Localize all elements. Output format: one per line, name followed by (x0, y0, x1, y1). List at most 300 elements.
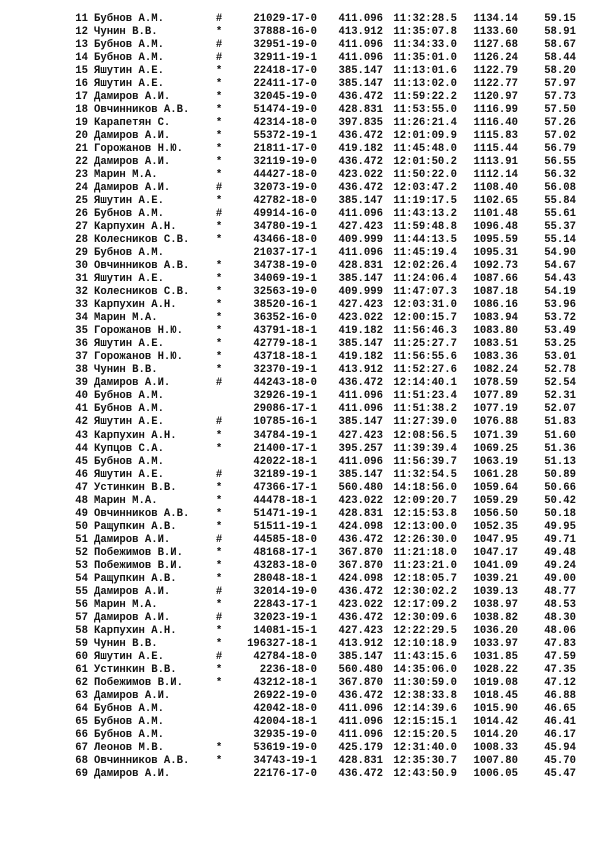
distance: 436.472 (338, 533, 383, 546)
distance: 385.147 (338, 468, 383, 481)
mark-symbol: * (215, 442, 223, 455)
speed: 1113.91 (473, 156, 518, 169)
points: 58.20 (544, 65, 576, 78)
fancier-name: Купцов С.А. (94, 442, 164, 455)
table-row (0, 664, 600, 677)
row-number: 51 (75, 533, 88, 546)
distance: 436.472 (338, 130, 383, 143)
row-number: 27 (75, 221, 88, 234)
points: 51.13 (544, 455, 576, 468)
mark-symbol: * (215, 312, 223, 325)
distance: 367.870 (338, 559, 383, 572)
ring-number: 22176-17-0 (253, 767, 317, 780)
points: 47.59 (544, 650, 576, 663)
mark-symbol: # (215, 533, 223, 546)
table-row (0, 638, 600, 651)
arrival-time: 14:18:56.0 (393, 481, 457, 494)
ring-number: 51471-19-1 (253, 507, 317, 520)
table-row (0, 78, 600, 91)
table-row (0, 768, 600, 781)
table-row (0, 377, 600, 390)
fancier-name: Яшутин А.Е. (94, 416, 164, 429)
speed: 1059.29 (473, 494, 518, 507)
points: 57.50 (544, 104, 576, 117)
fancier-name: Карпухин А.Н. (94, 624, 177, 637)
arrival-time: 11:30:59.0 (393, 676, 457, 689)
fancier-name: Дамиров А.И. (94, 91, 171, 104)
points: 48.77 (544, 585, 576, 598)
table-row (0, 534, 600, 547)
mark-symbol: * (215, 195, 223, 208)
points: 50.18 (544, 507, 576, 520)
arrival-time: 11:51:38.2 (393, 403, 457, 416)
distance: 427.423 (338, 221, 383, 234)
ring-number: 36352-16-0 (253, 312, 317, 325)
arrival-time: 11:47:07.3 (393, 286, 457, 299)
ring-number: 44243-18-0 (253, 377, 317, 390)
distance: 419.182 (338, 143, 383, 156)
speed: 1052.35 (473, 520, 518, 533)
table-row (0, 26, 600, 39)
table-row (0, 416, 600, 429)
distance: 423.022 (338, 494, 383, 507)
row-number: 62 (75, 676, 88, 689)
table-row (0, 690, 600, 703)
mark-symbol: # (215, 39, 223, 52)
arrival-time: 12:30:09.6 (393, 611, 457, 624)
arrival-time: 11:44:13.5 (393, 234, 457, 247)
speed: 1015.90 (473, 702, 518, 715)
ring-number: 51474-19-0 (253, 104, 317, 117)
table-row (0, 169, 600, 182)
ring-number: 55372-19-1 (253, 130, 317, 143)
ring-number: 32370-19-1 (253, 364, 317, 377)
points: 57.26 (544, 117, 576, 130)
fancier-name: Бубнов А.М. (94, 208, 164, 221)
table-row (0, 156, 600, 169)
points: 53.25 (544, 338, 576, 351)
table-row (0, 716, 600, 729)
distance: 419.182 (338, 351, 383, 364)
mark-symbol: * (215, 130, 223, 143)
points: 55.61 (544, 208, 576, 221)
points: 47.35 (544, 663, 576, 676)
ring-number: 32563-19-0 (253, 286, 317, 299)
distance: 413.912 (338, 26, 383, 39)
mark-symbol: * (215, 351, 223, 364)
row-number: 20 (75, 130, 88, 143)
speed: 1019.08 (473, 676, 518, 689)
distance: 419.182 (338, 325, 383, 338)
arrival-time: 12:14:39.6 (393, 702, 457, 715)
points: 53.72 (544, 312, 576, 325)
table-row (0, 143, 600, 156)
row-number: 19 (75, 117, 88, 130)
distance: 411.096 (338, 715, 383, 728)
speed: 1047.17 (473, 546, 518, 559)
mark-symbol: * (215, 637, 223, 650)
fancier-name: Карпухин А.Н. (94, 299, 177, 312)
speed: 1014.42 (473, 715, 518, 728)
distance: 436.472 (338, 585, 383, 598)
arrival-time: 12:15:15.1 (393, 715, 457, 728)
fancier-name: Бубнов А.М. (94, 39, 164, 52)
table-row (0, 234, 600, 247)
points: 45.94 (544, 741, 576, 754)
speed: 1120.97 (473, 91, 518, 104)
speed: 1077.19 (473, 403, 518, 416)
table-row (0, 52, 600, 65)
speed: 1101.48 (473, 208, 518, 221)
arrival-time: 12:38:33.8 (393, 689, 457, 702)
mark-symbol: * (215, 364, 223, 377)
row-number: 47 (75, 481, 88, 494)
fancier-name: Яшутин А.Е. (94, 650, 164, 663)
points: 47.83 (544, 637, 576, 650)
row-number: 21 (75, 143, 88, 156)
table-row (0, 390, 600, 403)
ring-number: 32926-19-1 (253, 390, 317, 403)
ring-number: 14081-15-1 (253, 624, 317, 637)
fancier-name: Бубнов А.М. (94, 715, 164, 728)
ring-number: 21811-17-0 (253, 143, 317, 156)
distance: 560.480 (338, 663, 383, 676)
row-number: 53 (75, 559, 88, 572)
fancier-name: Бубнов А.М. (94, 13, 164, 25)
arrival-time: 11:27:39.0 (393, 416, 457, 429)
ring-number: 32951-19-0 (253, 39, 317, 52)
arrival-time: 11:43:15.6 (393, 650, 457, 663)
ring-number: 44585-18-0 (253, 533, 317, 546)
speed: 1082.24 (473, 364, 518, 377)
distance: 423.022 (338, 312, 383, 325)
arrival-time: 11:34:33.0 (393, 39, 457, 52)
speed: 1083.80 (473, 325, 518, 338)
row-number: 41 (75, 403, 88, 416)
table-row (0, 286, 600, 299)
distance: 436.472 (338, 689, 383, 702)
distance: 385.147 (338, 416, 383, 429)
points: 52.31 (544, 390, 576, 403)
fancier-name: Яшутин А.Е. (94, 338, 164, 351)
table-row (0, 299, 600, 312)
row-number: 36 (75, 338, 88, 351)
row-number: 26 (75, 208, 88, 221)
table-row (0, 13, 600, 26)
ring-number: 42782-18-0 (253, 195, 317, 208)
arrival-time: 12:22:29.5 (393, 624, 457, 637)
points: 56.08 (544, 182, 576, 195)
arrival-time: 11:51:23.4 (393, 390, 457, 403)
points: 50.66 (544, 481, 576, 494)
ring-number: 22418-17-0 (253, 65, 317, 78)
fancier-name: Марин М.А. (94, 598, 158, 611)
fancier-name: Овчинников А.В. (94, 104, 190, 117)
points: 59.15 (544, 13, 576, 25)
mark-symbol: * (215, 598, 223, 611)
mark-symbol: * (215, 65, 223, 78)
arrival-time: 11:39:39.4 (393, 442, 457, 455)
ring-number: 21029-17-0 (253, 13, 317, 25)
mark-symbol: * (215, 286, 223, 299)
fancier-name: Марин М.А. (94, 169, 158, 182)
ring-number: 44427-18-0 (253, 169, 317, 182)
mark-symbol: # (215, 468, 223, 481)
mark-symbol: * (215, 260, 223, 273)
table-row (0, 39, 600, 52)
speed: 1028.22 (473, 663, 518, 676)
distance: 411.096 (338, 702, 383, 715)
arrival-time: 11:24:06.4 (393, 273, 457, 286)
mark-symbol: * (215, 26, 223, 39)
distance: 367.870 (338, 546, 383, 559)
arrival-time: 12:00:15.7 (393, 312, 457, 325)
distance: 423.022 (338, 598, 383, 611)
points: 58.91 (544, 26, 576, 39)
speed: 1018.45 (473, 689, 518, 702)
speed: 1014.20 (473, 728, 518, 741)
ring-number: 32189-19-1 (253, 468, 317, 481)
table-row (0, 742, 600, 755)
ring-number: 28048-18-1 (253, 572, 317, 585)
speed: 1087.66 (473, 273, 518, 286)
ring-number: 32073-19-0 (253, 182, 317, 195)
fancier-name: Дамиров А.И. (94, 533, 171, 546)
arrival-time: 12:15:53.8 (393, 507, 457, 520)
points: 48.30 (544, 611, 576, 624)
fancier-name: Горожанов Н.Ю. (94, 143, 184, 156)
ring-number: 34784-19-1 (253, 429, 317, 442)
points: 53.49 (544, 325, 576, 338)
fancier-name: Яшутин А.Е. (94, 273, 164, 286)
table-row (0, 443, 600, 456)
mark-symbol: # (215, 13, 223, 25)
speed: 1087.18 (473, 286, 518, 299)
table-row (0, 208, 600, 221)
table-row (0, 469, 600, 482)
speed: 1041.09 (473, 559, 518, 572)
arrival-time: 11:56:39.7 (393, 455, 457, 468)
row-number: 60 (75, 650, 88, 663)
arrival-time: 11:52:27.6 (393, 364, 457, 377)
mark-symbol: * (215, 299, 223, 312)
row-number: 18 (75, 104, 88, 117)
speed: 1071.39 (473, 429, 518, 442)
row-number: 37 (75, 351, 88, 364)
table-row (0, 612, 600, 625)
points: 46.65 (544, 702, 576, 715)
row-number: 14 (75, 52, 88, 65)
table-row (0, 351, 600, 364)
row-number: 69 (75, 767, 88, 780)
arrival-time: 12:10:18.9 (393, 637, 457, 650)
points: 49.00 (544, 572, 576, 585)
speed: 1116.99 (473, 104, 518, 117)
arrival-time: 11:53:55.0 (393, 104, 457, 117)
arrival-time: 12:30:02.2 (393, 585, 457, 598)
points: 54.67 (544, 260, 576, 273)
points: 55.37 (544, 221, 576, 234)
speed: 1102.65 (473, 195, 518, 208)
distance: 428.831 (338, 507, 383, 520)
arrival-time: 12:18:05.7 (393, 572, 457, 585)
row-number: 63 (75, 689, 88, 702)
distance: 413.912 (338, 364, 383, 377)
fancier-name: Яшутин А.Е. (94, 78, 164, 91)
arrival-time: 12:01:50.2 (393, 156, 457, 169)
table-row (0, 130, 600, 143)
arrival-time: 11:45:19.4 (393, 247, 457, 260)
mark-symbol: * (215, 91, 223, 104)
speed: 1033.97 (473, 637, 518, 650)
table-row (0, 117, 600, 130)
table-row (0, 312, 600, 325)
ring-number: 43283-18-0 (253, 559, 317, 572)
row-number: 52 (75, 546, 88, 559)
mark-symbol: * (215, 338, 223, 351)
distance: 411.096 (338, 390, 383, 403)
mark-symbol: * (215, 143, 223, 156)
arrival-time: 12:35:30.7 (393, 754, 457, 767)
mark-symbol: # (215, 611, 223, 624)
ring-number: 42042-18-0 (253, 702, 317, 715)
mark-symbol: * (215, 169, 223, 182)
row-number: 38 (75, 364, 88, 377)
speed: 1006.05 (473, 767, 518, 780)
arrival-time: 11:50:22.0 (393, 169, 457, 182)
row-number: 11 (75, 13, 88, 25)
arrival-time: 11:13:02.0 (393, 78, 457, 91)
row-number: 54 (75, 572, 88, 585)
ring-number: 2236-18-0 (259, 663, 317, 676)
ring-number: 34069-19-1 (253, 273, 317, 286)
speed: 1112.14 (473, 169, 518, 182)
fancier-name: Яшутин А.Е. (94, 65, 164, 78)
fancier-name: Дамиров А.И. (94, 689, 171, 702)
mark-symbol: * (215, 624, 223, 637)
ring-number: 43466-18-0 (253, 234, 317, 247)
row-number: 68 (75, 754, 88, 767)
table-row (0, 482, 600, 495)
row-number: 67 (75, 741, 88, 754)
fancier-name: Яшутин А.Е. (94, 195, 164, 208)
row-number: 31 (75, 273, 88, 286)
row-number: 56 (75, 598, 88, 611)
distance: 385.147 (338, 338, 383, 351)
arrival-time: 14:35:06.0 (393, 663, 457, 676)
speed: 1056.50 (473, 507, 518, 520)
fancier-name: Марин М.А. (94, 494, 158, 507)
mark-symbol: * (215, 507, 223, 520)
speed: 1127.68 (473, 39, 518, 52)
mark-symbol: # (215, 416, 223, 429)
points: 55.84 (544, 195, 576, 208)
points: 51.83 (544, 416, 576, 429)
mark-symbol: * (215, 221, 223, 234)
ring-number: 48168-17-1 (253, 546, 317, 559)
distance: 411.096 (338, 208, 383, 221)
row-number: 28 (75, 234, 88, 247)
points: 49.24 (544, 559, 576, 572)
arrival-time: 11:43:13.2 (393, 208, 457, 221)
speed: 1092.73 (473, 260, 518, 273)
row-number: 32 (75, 286, 88, 299)
speed: 1086.16 (473, 299, 518, 312)
arrival-time: 12:13:00.0 (393, 520, 457, 533)
fancier-name: Чунин В.В. (94, 637, 158, 650)
speed: 1122.79 (473, 65, 518, 78)
speed: 1039.21 (473, 572, 518, 585)
ring-number: 32014-19-0 (253, 585, 317, 598)
fancier-name: Бубнов А.М. (94, 455, 164, 468)
arrival-time: 12:03:47.2 (393, 182, 457, 195)
distance: 411.096 (338, 247, 383, 260)
points: 53.96 (544, 299, 576, 312)
mark-symbol: * (215, 572, 223, 585)
table-row (0, 573, 600, 586)
mark-symbol: * (215, 156, 223, 169)
table-row (0, 508, 600, 521)
arrival-time: 12:02:26.4 (393, 260, 457, 273)
fancier-name: Чунин В.В. (94, 26, 158, 39)
distance: 411.096 (338, 728, 383, 741)
fancier-name: Бубнов А.М. (94, 52, 164, 65)
arrival-time: 12:43:50.9 (393, 767, 457, 780)
row-number: 43 (75, 429, 88, 442)
speed: 1038.82 (473, 611, 518, 624)
row-number: 25 (75, 195, 88, 208)
points: 53.01 (544, 351, 576, 364)
row-number: 35 (75, 325, 88, 338)
speed: 1069.25 (473, 442, 518, 455)
speed: 1047.95 (473, 533, 518, 546)
table-row (0, 495, 600, 508)
fancier-name: Карапетян С. (94, 117, 171, 130)
table-row (0, 677, 600, 690)
fancier-name: Дамиров А.И. (94, 156, 171, 169)
fancier-name: Побежимов В.И. (94, 546, 184, 559)
row-number: 58 (75, 624, 88, 637)
ring-number: 10785-16-1 (253, 416, 317, 429)
mark-symbol: * (215, 78, 223, 91)
speed: 1077.89 (473, 390, 518, 403)
arrival-time: 11:23:21.0 (393, 559, 457, 572)
mark-symbol: * (215, 234, 223, 247)
distance: 436.472 (338, 377, 383, 390)
fancier-name: Дамиров А.И. (94, 585, 171, 598)
arrival-time: 11:56:46.3 (393, 325, 457, 338)
mark-symbol: # (215, 650, 223, 663)
ring-number: 32935-19-0 (253, 728, 317, 741)
fancier-name: Колесников С.В. (94, 234, 190, 247)
distance: 397.835 (338, 117, 383, 130)
fancier-name: Ращупкин А.В. (94, 572, 177, 585)
distance: 427.423 (338, 299, 383, 312)
fancier-name: Яшутин А.Е. (94, 468, 164, 481)
points: 46.41 (544, 715, 576, 728)
fancier-name: Дамиров А.И. (94, 182, 171, 195)
mark-symbol: # (215, 182, 223, 195)
ring-number: 34738-19-0 (253, 260, 317, 273)
ring-number: 32023-19-1 (253, 611, 317, 624)
table-row (0, 221, 600, 234)
fancier-name: Бубнов А.М. (94, 702, 164, 715)
points: 49.48 (544, 546, 576, 559)
row-number: 22 (75, 156, 88, 169)
table-row (0, 364, 600, 377)
row-number: 39 (75, 377, 88, 390)
speed: 1122.77 (473, 78, 518, 91)
